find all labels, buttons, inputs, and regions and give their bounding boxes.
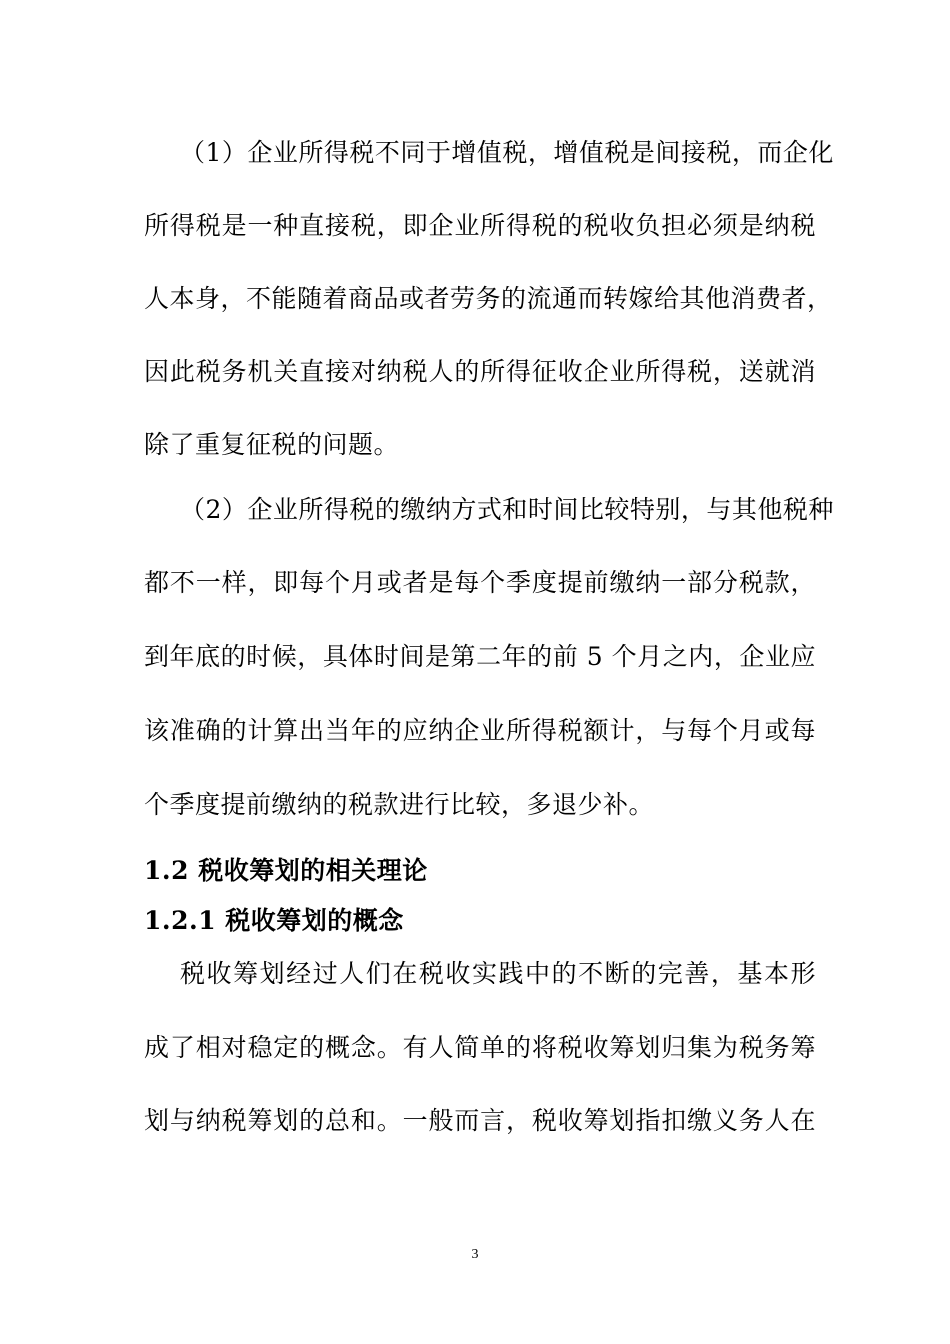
paragraph-2-line-2: 都不一样，即每个月或者是每个季度提前缴纳一部分税款， xyxy=(144,568,816,597)
paragraph-1-line-3: 人本身，不能随着商品或者劳务的流通而转嫁给其他消费者， xyxy=(144,284,833,313)
paragraph-3-line-1: 税收筹划经过人们在税收实践中的不断的完善，基本形 xyxy=(180,959,816,988)
paragraph-3-line-2: 成了相对稳定的概念。有人简单的将税收筹划归集为税务筹 xyxy=(144,1033,816,1062)
paragraph-1-line-4: 因此税务机关直接对纳税人的所得征收企业所得税，送就消 xyxy=(144,357,816,386)
paragraph-3-line-3: 划与纳税筹划的总和。一般而言，税收筹划指扣缴义务人在 xyxy=(144,1106,816,1135)
section-heading-1-2: 1.2 税收筹划的相关理论 xyxy=(144,856,428,885)
section-heading-1-2-1: 1.2.1 税收筹划的概念 xyxy=(144,906,404,935)
paragraph-1-line-5: 除了重复征税的问题。 xyxy=(144,430,400,459)
paragraph-2-line-1: （2）企业所得税的缴纳方式和时间比较特别，与其他税种 xyxy=(180,495,834,524)
paragraph-1-line-2: 所得税是一种直接税，即企业所得税的税收负担必须是纳税 xyxy=(144,211,816,240)
paragraph-2-line-3: 到年底的时候，具体时间是第二年的前 5 个月之内，企业应 xyxy=(144,642,816,671)
paragraph-2-line-4: 该准确的计算出当年的应纳企业所得税额计，与每个月或每 xyxy=(144,716,816,745)
paragraph-2-line-5: 个季度提前缴纳的税款进行比较，多退少补。 xyxy=(144,790,655,819)
paragraph-1-line-1: （1）企业所得税不同于增值税，增值税是间接税，而企化 xyxy=(180,138,834,167)
page-number: 3 xyxy=(471,1247,479,1262)
